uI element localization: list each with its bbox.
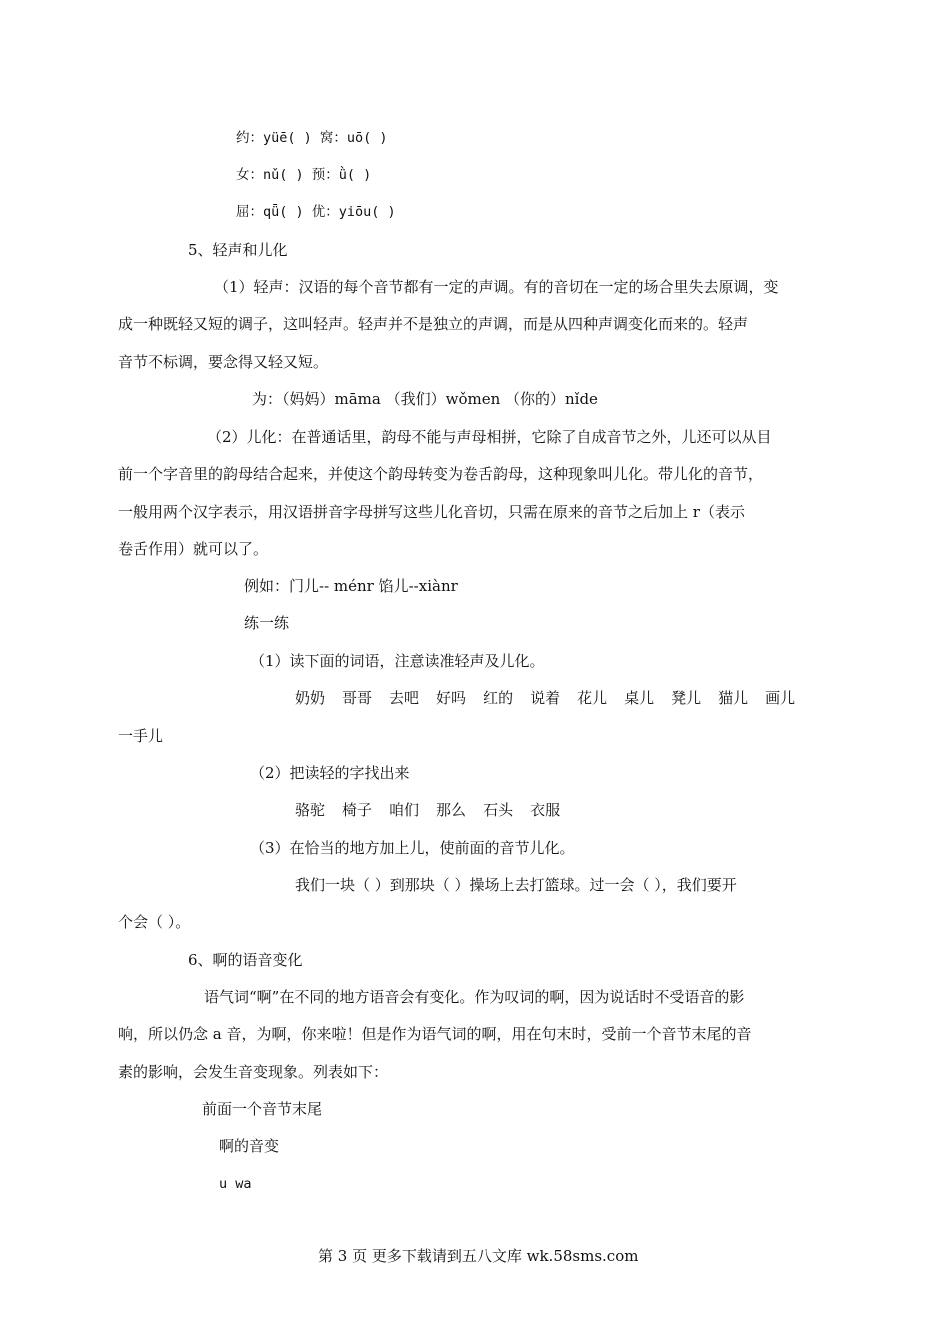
pinyin-line-1: 约：yüē( ) 窝：uō( ) [236, 130, 388, 146]
word: 骆驼 [295, 801, 326, 819]
word: 哥哥 [342, 689, 373, 707]
word: 红的 [483, 689, 514, 707]
word: 咱们 [389, 801, 420, 819]
exercise-sentence: 我们一块（ ）到那块（ ）操场上去打篮球。过一会（ ），我们要开 [295, 876, 737, 894]
pinyin-line-2: 女：nǔ( ) 预：ǜ( ) [236, 167, 372, 183]
word: 花儿 [577, 689, 608, 707]
word-list-1 [295, 688, 812, 708]
exercise-sentence-continued: 个会（ ）。 [118, 913, 191, 931]
word: 去吧 [389, 689, 420, 707]
table-header: 啊的音变 [219, 1137, 280, 1155]
table-header: 前面一个音节末尾 [202, 1100, 323, 1118]
word: 好吗 [436, 689, 467, 707]
paragraph-line: 卷舌作用）就可以了。 [118, 540, 269, 558]
word: 椅子 [342, 801, 373, 819]
paragraph-line: 素的影响，会发生音变现象。列表如下： [118, 1063, 389, 1081]
paragraph-line: 语气词“啊”在不同的地方语音会有变化。作为叹词的啊，因为说话时不受语音的影 [204, 988, 745, 1006]
word-list-2 [295, 800, 577, 820]
paragraph-line: 前一个字音里的韵母结合起来，并使这个韵母转变为卷舌韵母，这种现象叫儿化。带儿化的音节， [118, 465, 764, 483]
paragraph-line: （2）儿化：在普通话里，韵母不能与声母相拼，它除了自成音节之外，儿还可以从目 [207, 428, 772, 446]
example-line: 为：（妈妈）māma （我们）wǒmen （你的）nǐde [252, 390, 598, 408]
section-heading-5: 5、轻声和儿化 [188, 241, 288, 259]
paragraph-line: 音节不标调，要念得又轻又短。 [118, 353, 329, 371]
paragraph-line: 一般用两个汉字表示，用汉语拼音字母拼写这些儿化音切，只需在原来的音节之后加上 r（表示 [118, 503, 745, 521]
word: 衣服 [530, 801, 561, 819]
word: 凳儿 [671, 689, 702, 707]
word: 画儿 [765, 689, 796, 707]
paragraph-line: 响，所以仍念 a 音，为啊，你来啦！但是作为语气词的啊，用在句末时，受前一个音节末尾的音 [118, 1025, 752, 1043]
pinyin-line-3: 屈：qǖ( ) 优：yiōu( ) [236, 204, 396, 220]
exercise-item-3: （3）在恰当的地方加上儿，使前面的音节儿化。 [250, 839, 575, 857]
word: 那么 [436, 801, 467, 819]
exercise-heading: 练一练 [244, 614, 290, 632]
example-line: 例如：门儿-- ménr 馅儿--xiànr [244, 577, 458, 595]
word: 奶奶 [295, 689, 326, 707]
page-footer: 第 3 页 更多下载请到五八文库 wk.58sms.com [318, 1247, 639, 1265]
paragraph-line: （1）轻声：汉语的每个音节都有一定的声调。有的音切在一定的场合里失去原调，变 [214, 278, 779, 296]
exercise-item-1: （1）读下面的词语，注意读准轻声及儿化。 [250, 652, 545, 670]
word: 桌儿 [624, 689, 655, 707]
paragraph-line: 成一种既轻又短的调子，这叫轻声。轻声并不是独立的声调，而是从四种声调变化而来的。轻声 [118, 315, 749, 333]
exercise-item-2: （2）把读轻的字找出来 [250, 764, 410, 782]
word: 石头 [483, 801, 514, 819]
word-list-1-continued: 一手儿 [118, 727, 164, 745]
section-heading-6: 6、啊的语音变化 [188, 951, 303, 969]
word: 猫儿 [718, 689, 749, 707]
word: 说着 [530, 689, 561, 707]
table-row: u wa [219, 1176, 252, 1192]
